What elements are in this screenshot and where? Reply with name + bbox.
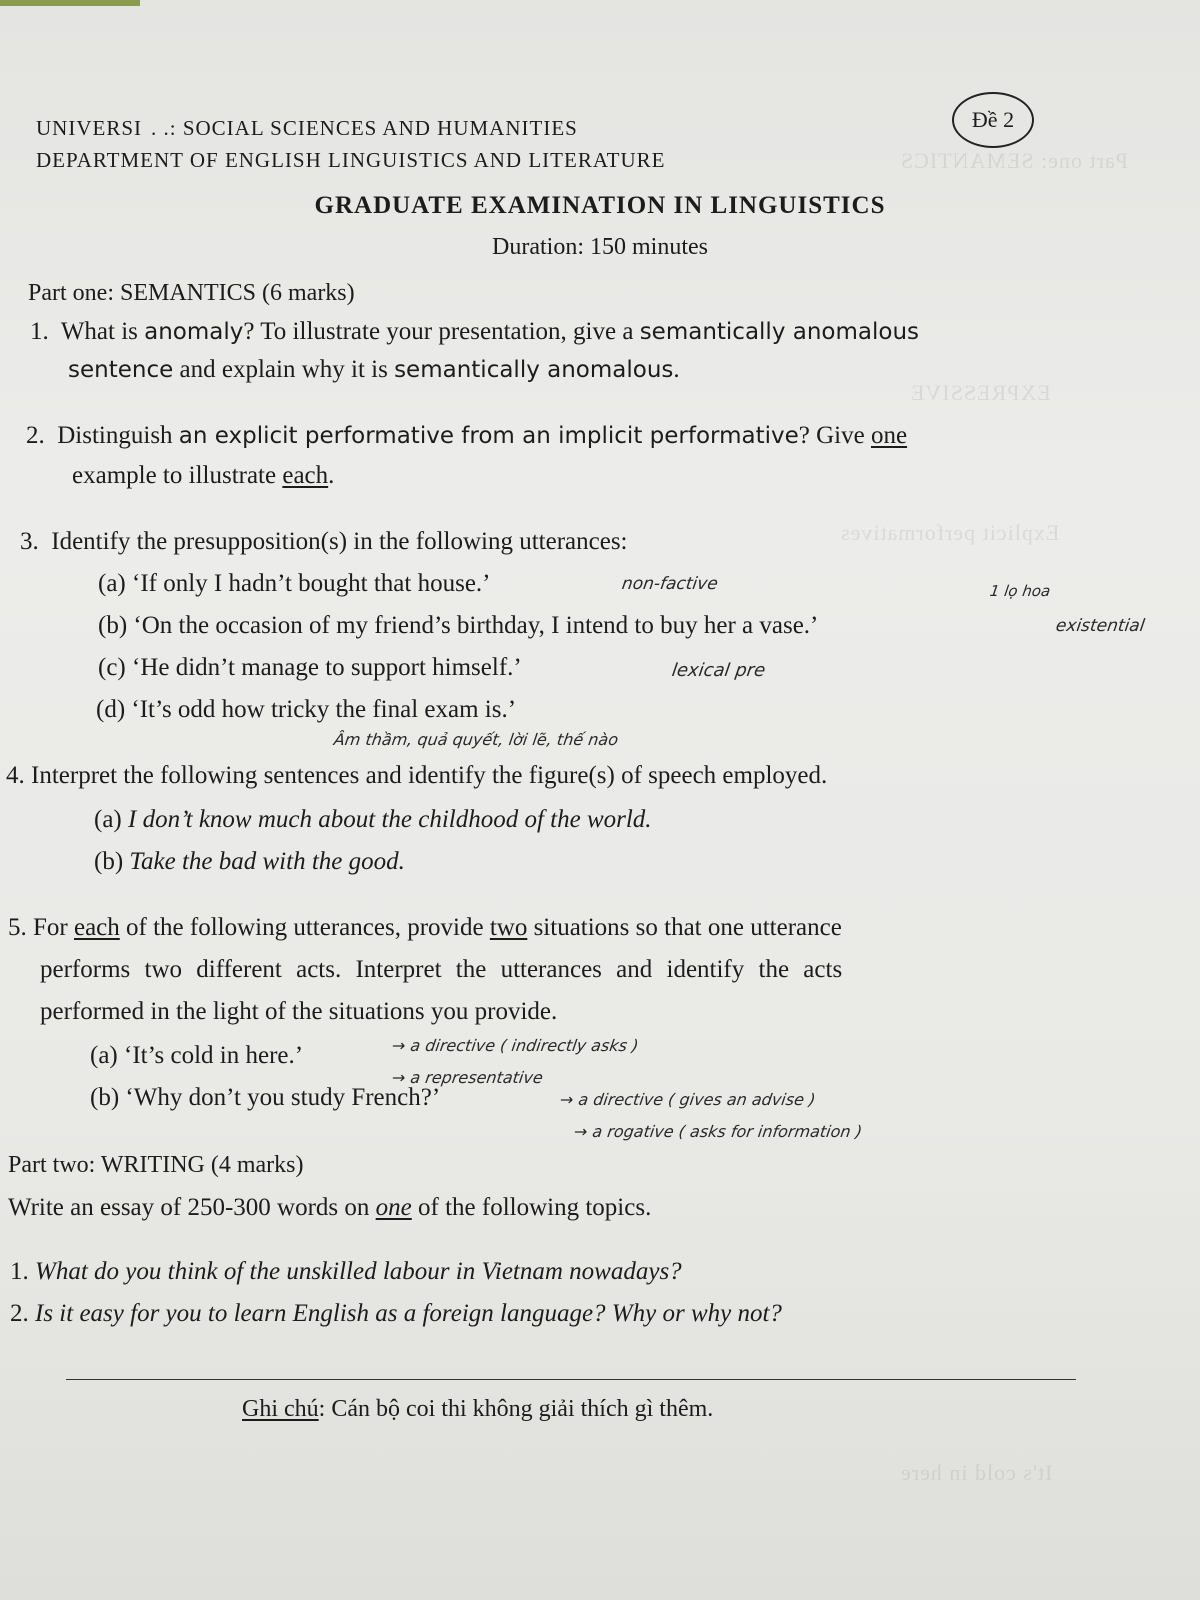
q2-emphasis: each [282, 462, 329, 489]
q4-sentence: I don’t know much about the childhood of the world. [128, 806, 652, 833]
handwritten-note: Âm thầm, quả quyết, lời lẽ, thế nào [332, 730, 620, 749]
exam-version-badge: Đề 2 [952, 92, 1034, 148]
note-text: : Cán bộ coi thi không giải thích gì thêm. [318, 1396, 714, 1422]
q4-item-a [94, 806, 652, 834]
handwritten-note: existential [1054, 616, 1146, 636]
q5-line-2: performs two different acts. Interpret the utterances and identify the acts [40, 956, 843, 983]
paper-edge [0, 0, 140, 6]
q5-item-b: (b) ‘Why don’t you study French?’ [90, 1084, 441, 1111]
q1-term: anomaly [144, 319, 244, 345]
q2-emphasis: one [870, 422, 908, 449]
question-number: 3. [20, 528, 39, 555]
divider-line [66, 1379, 1076, 1380]
q2-text: . [328, 462, 335, 489]
q5-text: situations so that one utterance [527, 914, 842, 941]
department-name: DEPARTMENT OF ENGLISH LINGUISTICS AND LITERATURE [36, 148, 666, 172]
q2-text: example to illustrate [72, 462, 283, 489]
q1-term: semantically anomalous [639, 319, 920, 345]
bleed-through-text: EXPRESSIVE [910, 380, 1051, 405]
q3-item-a: (a) ‘If only I hadn’t bought that house.’ [98, 570, 491, 597]
question-2-line-2 [72, 462, 334, 490]
question-2 [26, 422, 907, 450]
q2-text: Distinguish [57, 422, 179, 449]
exam-title: GRADUATE EXAMINATION IN LINGUISTICS [314, 192, 886, 219]
bleed-through-text: Part one: SEMANTICS [900, 148, 1128, 173]
item-label: (b) [94, 848, 130, 875]
q1-text: . [673, 356, 680, 383]
q5-emphasis: each [73, 914, 120, 941]
university-name: UNIVERSI . .: SOCIAL SCIENCES AND HUMANITIES [36, 116, 578, 140]
question-1 [30, 318, 919, 346]
topic-number: 1. [10, 1258, 35, 1285]
handwritten-note: → a directive ( gives an advise ) [558, 1090, 817, 1109]
footer-note [242, 1396, 713, 1423]
q2-term: an explicit performative from an implicit performative [178, 423, 799, 449]
q1-text: What is [60, 318, 145, 345]
essay-topic-1 [10, 1258, 682, 1286]
q5-item-a: (a) ‘It’s cold in here.’ [90, 1042, 304, 1069]
q4-text: Interpret the following sentences and identify the figure(s) of speech employed. [31, 762, 828, 789]
q5-line-3: performed in the light of the situations you provide. [40, 998, 558, 1025]
q4-sentence: Take the bad with the good. [129, 848, 405, 875]
q3-item-c: (c) ‘He didn’t manage to support himself.’ [98, 654, 522, 681]
part-two-instruction [8, 1194, 651, 1222]
q2-text: ? Give [798, 422, 871, 449]
q3-item-d: (d) ‘It’s odd how tricky the final exam is.’ [96, 696, 517, 723]
question-4 [6, 762, 827, 790]
q1-term: sentence [68, 357, 174, 383]
q1-term: semantically anomalous [394, 357, 674, 383]
question-number: 1. [30, 318, 49, 345]
q1-text: ? To illustrate your presentation, give a [243, 318, 640, 345]
q3-item-b: (b) ‘On the occasion of my friend’s birthday, I intend to buy her a vase.’ [98, 612, 819, 639]
q5-text: For [33, 914, 74, 941]
topic-text: Is it easy for you to learn English as a foreign language? Why or why not? [35, 1300, 782, 1327]
handwritten-note: lexical pre [670, 660, 767, 681]
exam-duration: Duration: 150 minutes [492, 234, 708, 260]
question-5 [8, 914, 842, 942]
part-two-heading: Part two: WRITING (4 marks) [8, 1152, 304, 1178]
question-number: 5. [8, 914, 27, 941]
question-3 [20, 528, 628, 556]
handwritten-note: 1 lọ hoa [988, 582, 1052, 600]
instruction-emphasis: one [375, 1194, 412, 1221]
handwritten-note: → a directive ( indirectly asks ) [390, 1036, 640, 1055]
topic-number: 2. [10, 1300, 35, 1327]
question-number: 4. [6, 762, 25, 789]
q5-emphasis: two [489, 914, 528, 941]
q3-text: Identify the presupposition(s) in the following utterances: [51, 528, 628, 555]
question-number: 2. [26, 422, 45, 449]
q4-item-b [94, 848, 405, 876]
topic-text: What do you think of the unskilled labour in Vietnam nowadays? [35, 1258, 682, 1285]
instruction-text: of the following topics. [411, 1194, 652, 1221]
note-label: Ghi chú [242, 1396, 319, 1422]
essay-topic-2 [10, 1300, 782, 1328]
q1-text: and explain why it is [173, 356, 395, 383]
item-label: (a) [94, 806, 128, 833]
question-1-line-2 [68, 356, 680, 384]
q5-text: of the following utterances, provide [119, 914, 490, 941]
handwritten-note: non-factive [620, 574, 720, 594]
handwritten-note: → a representative [390, 1068, 545, 1087]
handwritten-note: → a rogative ( asks for information ) [572, 1122, 864, 1141]
part-one-heading: Part one: SEMANTICS (6 marks) [28, 280, 355, 306]
bleed-through-text: It's cold in here [900, 1460, 1053, 1485]
bleed-through-text: Explicit performatives [840, 520, 1060, 545]
instruction-text: Write an essay of 250-300 words on [8, 1194, 376, 1221]
